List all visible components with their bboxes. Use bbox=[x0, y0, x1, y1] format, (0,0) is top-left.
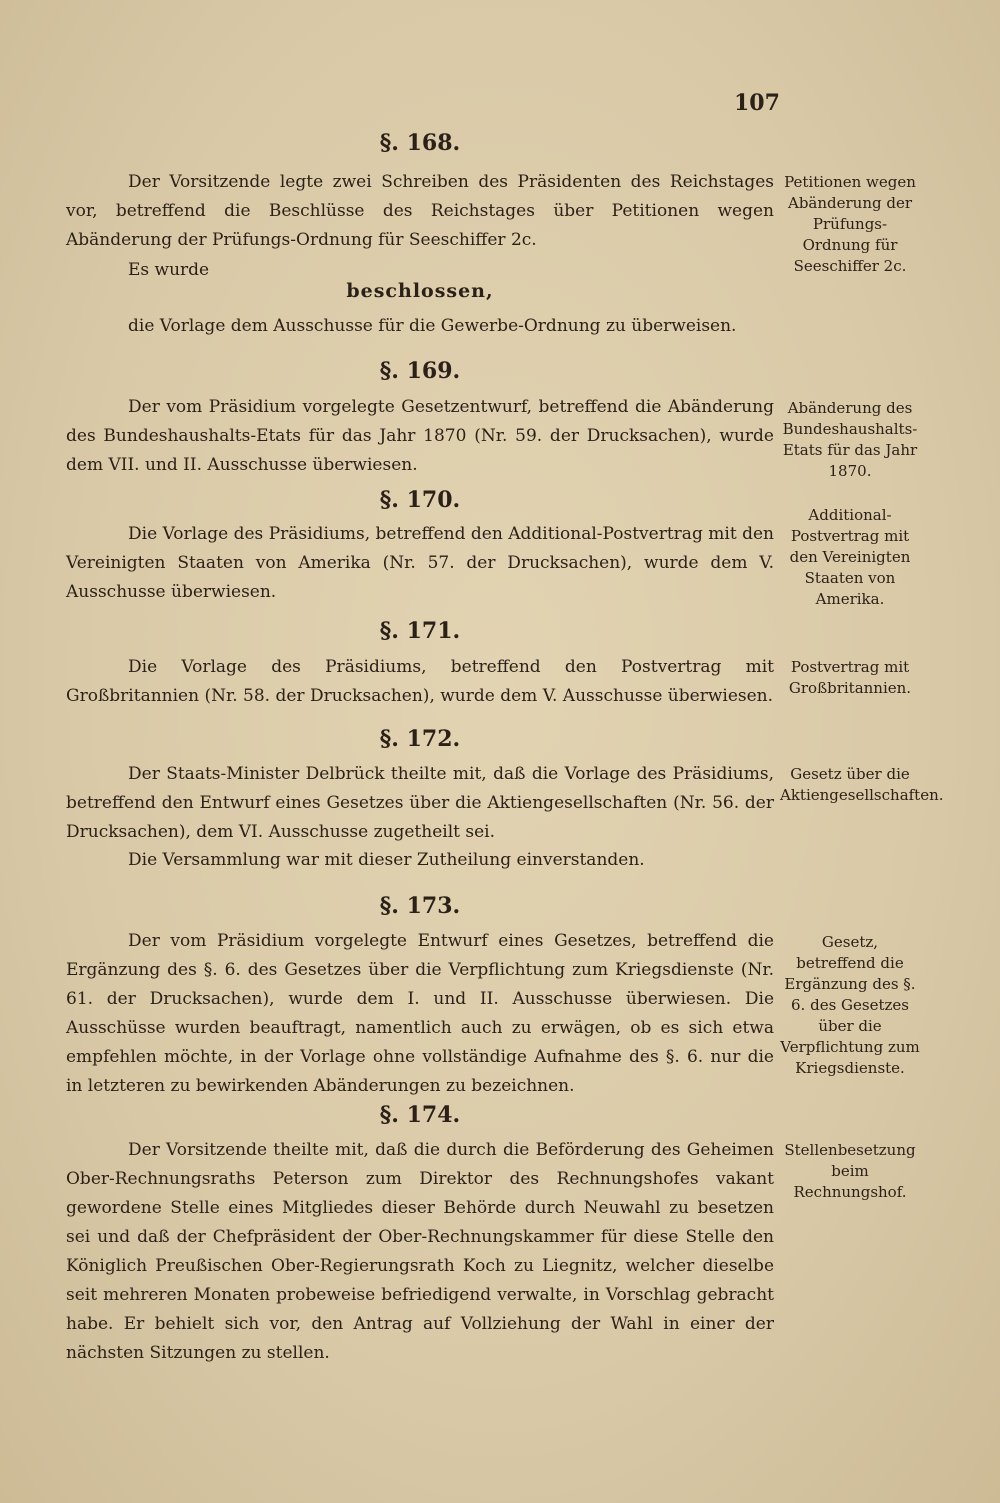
paragraph-173-1: Der vom Präsidium vorgelegte Entwurf eines Gesetzes, betreffend die Ergänzung des §. 6. des Gesetzes über die Verpflichtung zum Kriegsdienste (Nr. 61. der Drucksachen), wurde dem I. und II. Ausschusse überwiesen. Die Ausschüsse wurden beauftragt, namentlich auch zu erwägen, ob es sich etwa empfehlen möchte, in der Vorlage ohne vollständige Aufnahme des §. 6. nur die in letzteren zu bewirkenden Abänderungen zu bezeichnen. bbox=[66, 931, 774, 1096]
section-heading-170: §. 170. bbox=[379, 487, 461, 513]
paragraph-168-3: die Vorlage dem Ausschusse für die Gewerbe-Ordnung zu überweisen. bbox=[128, 316, 737, 336]
page-number: 107 bbox=[734, 90, 780, 116]
margin-note-170: Additional-Postvertrag mit den Vereinigten Staaten von Amerika. bbox=[789, 506, 911, 608]
paragraph-168-1: Der Vorsitzende legte zwei Schreiben des Präsidenten des Reichstages vor, betreffend die Beschlüsse des Reichstages über Petitionen wegen Abänderung der Prüfungs-Ordnung für Seeschiffer 2c. bbox=[66, 172, 774, 250]
paragraph-168-2: Es wurde bbox=[128, 260, 210, 280]
margin-note-174: Stellenbesetzung beim Rechnungshof. bbox=[784, 1141, 916, 1201]
section-heading-171: §. 171. bbox=[379, 618, 461, 644]
paragraph-172-2: Die Versammlung war mit dieser Zutheilung einverstanden. bbox=[128, 850, 645, 870]
decision-word: beschlossen, bbox=[346, 280, 494, 302]
section-heading-173: §. 173. bbox=[379, 893, 461, 919]
margin-note-172: Gesetz über die Aktiengesellschaften. bbox=[780, 765, 944, 804]
section-heading-174: §. 174. bbox=[379, 1102, 461, 1128]
margin-note-173: Gesetz, betreffend die Ergänzung des §. 6. des Gesetzes über die Verpflichtung zum Kriegsdienste. bbox=[780, 933, 920, 1077]
paragraph-169-1: Der vom Präsidium vorgelegte Gesetzentwurf, betreffend die Abänderung des Bundeshaushalts-Etats für das Jahr 1870 (Nr. 59. der Drucksachen), wurde dem VII. und II. Ausschusse überwiesen. bbox=[66, 397, 774, 475]
paragraph-171-1: Die Vorlage des Präsidiums, betreffend den Postvertrag mit Großbritannien (Nr. 58. der Drucksachen), wurde dem V. Ausschusse überwiesen. bbox=[66, 657, 774, 706]
section-heading-172: §. 172. bbox=[379, 726, 461, 752]
paragraph-172-1: Der Staats-Minister Delbrück theilte mit, daß die Vorlage des Präsidiums, betreffend den Entwurf eines Gesetzes über die Aktiengesellschaften (Nr. 56. der Drucksachen), dem VI. Ausschusse zugetheilt sei. bbox=[66, 764, 774, 842]
section-heading-168: §. 168. bbox=[379, 130, 461, 156]
paragraph-170-1: Die Vorlage des Präsidiums, betreffend den Additional-Postvertrag mit den Vereinigten Staaten von Amerika (Nr. 57. der Drucksachen), wurde dem V. Ausschusse überwiesen. bbox=[66, 524, 774, 602]
margin-note-169: Abänderung des Bundeshaushalts-Etats für das Jahr 1870. bbox=[782, 399, 918, 480]
margin-note-168: Petitionen wegen Abänderung der Prüfungs-Ordnung für Seeschiffer 2c. bbox=[784, 173, 916, 275]
margin-note-171: Postvertrag mit Großbritannien. bbox=[788, 658, 912, 697]
section-heading-169: §. 169. bbox=[379, 358, 461, 384]
paragraph-174-1: Der Vorsitzende theilte mit, daß die durch die Beförderung des Geheimen Ober-Rechnungsraths Peterson zum Direktor des Rechnungshofes vakant gewordene Stelle eines Mitgliedes dieser Behörde durch Neuwahl zu besetzen sei und daß der Chefpräsident der Ober-Rechnungskammer für diese Stelle den Königlich Preußischen Ober-Regierungsrath Koch zu Liegnitz, welcher dieselbe seit mehreren Monaten probeweise befriedigend verwalte, in Vorschlag gebracht habe. Er behielt sich vor, den Antrag auf Vollziehung der Wahl in einer der nächsten Sitzungen zu stellen. bbox=[66, 1140, 774, 1363]
